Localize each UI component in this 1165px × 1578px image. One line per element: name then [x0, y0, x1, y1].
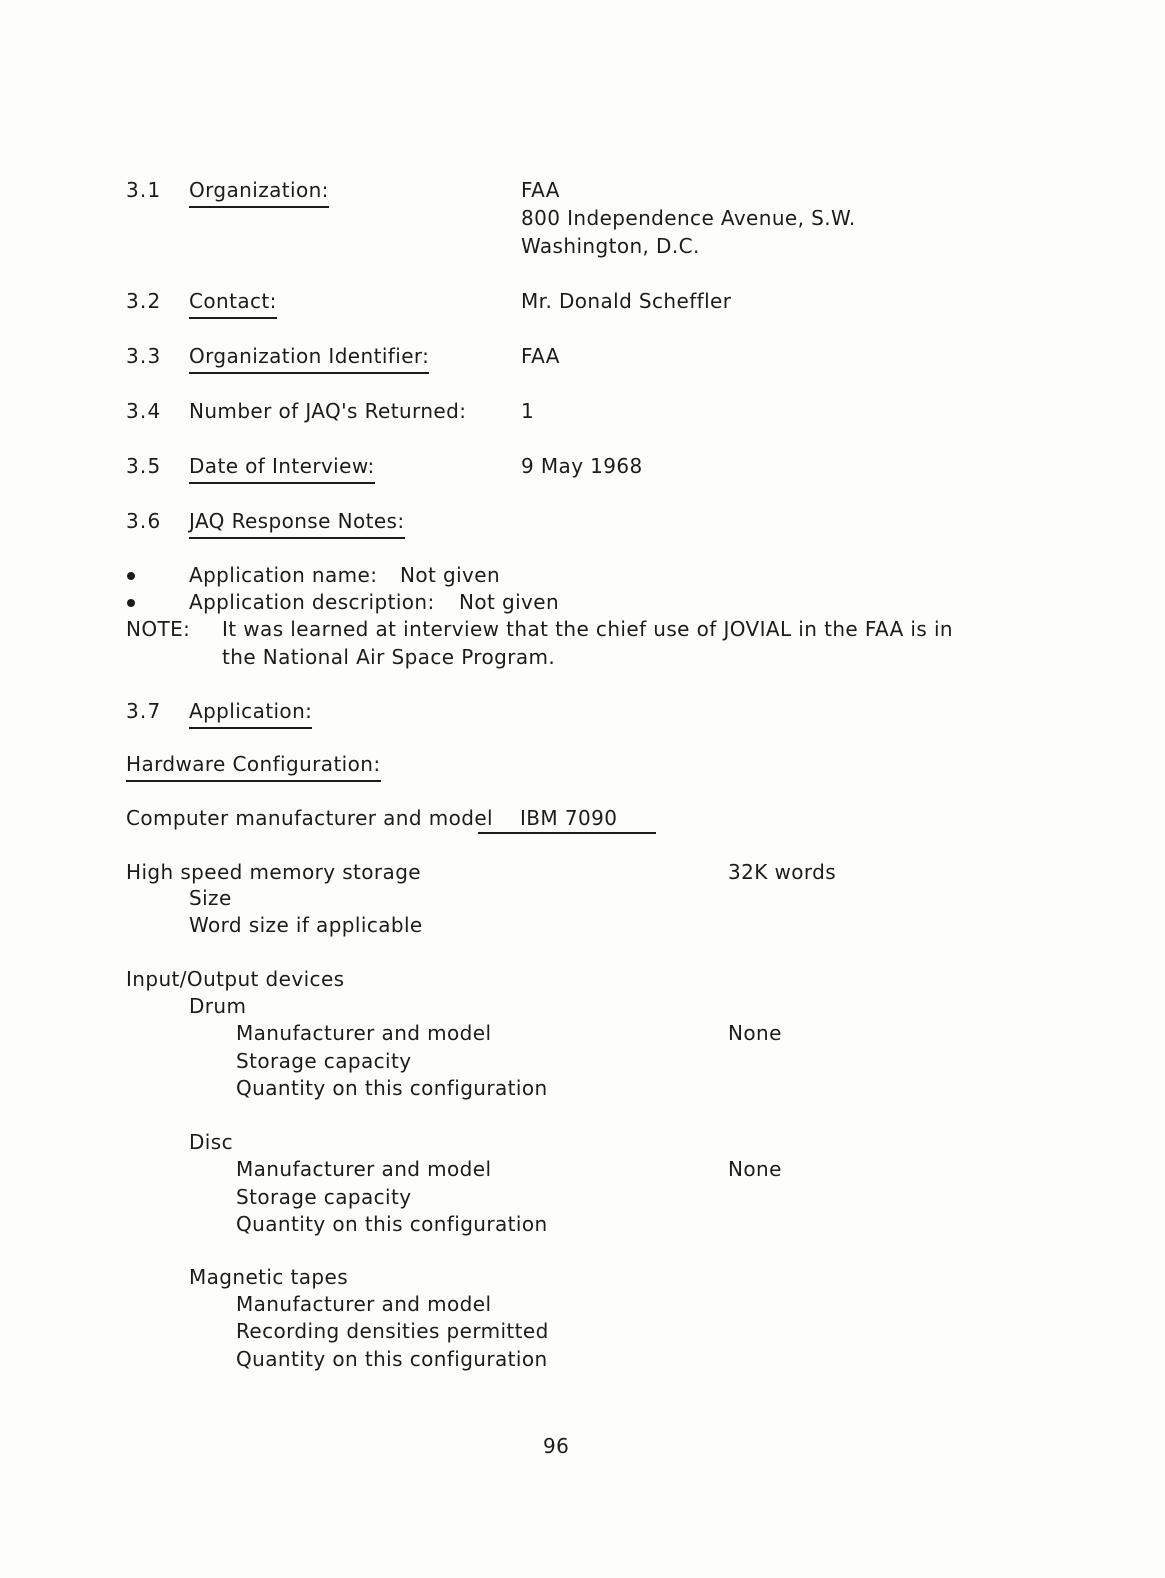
application-description-label: Application description: [189, 590, 435, 614]
organization-name: FAA [521, 178, 560, 202]
drum-title: Drum [189, 994, 247, 1018]
disc-capacity-label: Storage capacity [236, 1185, 412, 1209]
memory-storage-title: High speed memory storage [126, 860, 421, 884]
memory-size-label: Size [189, 886, 232, 910]
interview-date-value: 9 May 1968 [521, 454, 643, 478]
section-number-3-7: 3.7 [126, 699, 162, 723]
organization-address-street: 800 Independence Avenue, S.W. [521, 206, 856, 230]
organization-label: Organization: [189, 178, 329, 208]
disc-title: Disc [189, 1130, 233, 1154]
drum-value: None [728, 1021, 782, 1045]
organization-identifier-value: FAA [521, 344, 560, 368]
drum-quantity-label: Quantity on this configuration [236, 1076, 548, 1100]
jaqs-returned-value: 1 [521, 399, 535, 423]
io-devices-title: Input/Output devices [126, 967, 345, 991]
section-number-3-4: 3.4 [126, 399, 162, 423]
application-description-value: Not given [459, 590, 560, 614]
memory-word-size-label: Word size if applicable [189, 913, 423, 937]
bullet-icon [127, 572, 135, 580]
contact-value: Mr. Donald Scheffler [521, 289, 732, 313]
application-label: Application: [189, 699, 312, 729]
application-name-label: Application name: [189, 563, 378, 587]
hardware-configuration-heading: Hardware Configuration: [126, 752, 381, 782]
organization-identifier-label: Organization Identifier: [189, 344, 429, 374]
section-number-3-6: 3.6 [126, 509, 162, 533]
tapes-quantity-label: Quantity on this configuration [236, 1347, 548, 1371]
drum-capacity-label: Storage capacity [236, 1049, 412, 1073]
computer-model-value: IBM 7090 [520, 806, 618, 830]
disc-value: None [728, 1157, 782, 1181]
disc-manufacturer-label: Manufacturer and model [236, 1157, 492, 1181]
jaqs-returned-label: Number of JAQ's Returned: [189, 399, 467, 423]
note-line-1: It was learned at interview that the chief use of JOVIAL in the FAA is in [222, 617, 953, 641]
magnetic-tapes-title: Magnetic tapes [189, 1265, 349, 1289]
note-prefix: NOTE: [126, 617, 191, 641]
organization-address-city: Washington, D.C. [521, 234, 700, 258]
disc-quantity-label: Quantity on this configuration [236, 1212, 548, 1236]
tapes-manufacturer-label: Manufacturer and model [236, 1292, 492, 1316]
jaq-response-notes-label: JAQ Response Notes: [189, 509, 405, 539]
contact-label: Contact: [189, 289, 277, 319]
computer-model-underline [478, 832, 656, 834]
computer-model-label: Computer manufacturer and model [126, 806, 494, 830]
section-number-3-5: 3.5 [126, 454, 162, 478]
bullet-icon [127, 599, 135, 607]
section-number-3-3: 3.3 [126, 344, 162, 368]
interview-date-label: Date of Interview: [189, 454, 375, 484]
tapes-densities-label: Recording densities permitted [236, 1319, 549, 1343]
drum-manufacturer-label: Manufacturer and model [236, 1021, 492, 1045]
section-number-3-2: 3.2 [126, 289, 162, 313]
memory-storage-value: 32K words [728, 860, 837, 884]
page-number: 96 [543, 1434, 570, 1458]
note-line-2: the National Air Space Program. [222, 645, 556, 669]
section-number-3-1: 3.1 [126, 178, 162, 202]
application-name-value: Not given [400, 563, 501, 587]
